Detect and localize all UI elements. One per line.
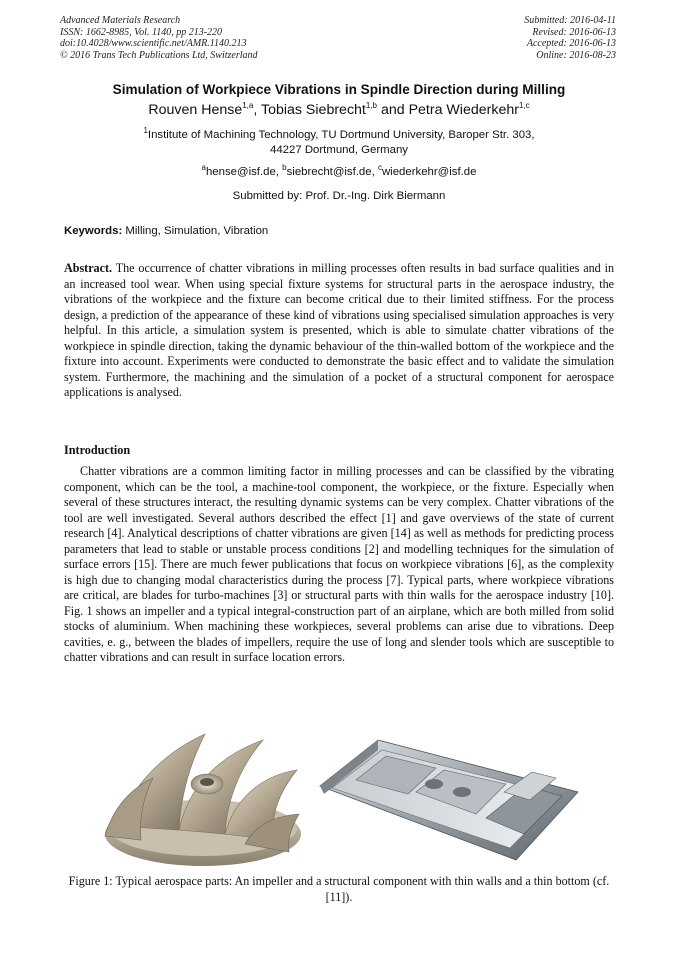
abstract-text: The occurrence of chatter vibrations in milling processes often results in bad surface qualities and in an increased tool wear. When using special fixture systems for structural parts in the aerospace industry, the vibrations of the workpiece and the fixture can become critical due to their limited stiffness. For the process design, a prediction of the appearance of these kind of vibrations using specialised simulation approaches is very helpful. In this article, a simulation system is presented, which is able to simulate chatter vibrations of the workpiece in spindle direction, taking the dynamic behaviour of the thin-walled bottom of the workpiece and the fixture into account. Experiments were conducted to demonstrate the basic effect and to validate the simulation system. Furthermore, the machining and the simulation of a pocket of a structural component for aerospace applications is analysed.	[64, 261, 614, 399]
keywords	[64, 225, 268, 237]
email-mark: a	[201, 162, 206, 172]
affiliation	[0, 125, 678, 158]
journal-copyright: © 2016 Trans Tech Publications Ltd, Switzerland	[60, 49, 258, 61]
structural-component-image	[316, 722, 586, 870]
paper-title: Simulation of Workpiece Vibrations in Spindle Direction during Milling	[112, 82, 566, 97]
figure-caption: Figure 1: Typical aerospace parts: An impeller and a structural component with thin walls and a thin bottom (cf. [11]).	[68, 874, 610, 904]
email-address[interactable]: siebrecht@isf.de	[286, 166, 372, 178]
email-separator: ,	[371, 166, 378, 178]
affiliation-line-1	[0, 125, 678, 143]
publication-dates	[524, 15, 616, 61]
date-online: Online: 2016-08-23	[536, 49, 616, 61]
email-mark: c	[377, 162, 382, 172]
abstract-label: Abstract.	[64, 261, 113, 275]
introduction-paragraph: Chatter vibrations are a common limiting factor in milling processes and can be classified by the vibrating component, which can be the tool, a machine-tool component, the workpiece, or the fixture. Especially when several of these structures interact, the resulting dynamic systems can be very complex. Chatter vibrations of the tool are well investigated. Several authors described the effect [1] and gave overviews of the state of current research [4]. Analytical descriptions of chatter vibrations are given [14] as well as methods for predicting process parameters that lead to stable or unstable process conditions [2] and modelling techniques for the simulation of surface errors [15]. There are much fewer publications that focus on workpiece vibrations [6], as the complexity is high due to changing modal characteristics during the process [7]. Typical parts, where workpiece vibrations are critical, are blades for turbo-machines [3] or structural parts with thin walls for the aerospace industry [10]. Fig. 1 shows an impeller and a typical integral-construction part of an airplane, which are both milled from solid stocks of aluminium. When machining these workpieces, several problems can arise due to vibrations. Deep cavities, e. g., between the blades of impellers, require the use of long and slender tools which are susceptible to chatter vibrations and can result in surface location errors.	[64, 464, 614, 664]
date-revised: Revised: 2016-06-13	[532, 26, 616, 38]
author-name: Tobias Siebrecht	[260, 102, 366, 118]
date-accepted: Accepted: 2016-06-13	[526, 38, 616, 49]
keywords-label: Keywords:	[64, 225, 123, 237]
author-affiliation-mark: 1,c	[518, 100, 530, 110]
journal-issn: ISSN: 1662-8985, Vol. 1140, pp 213-220	[60, 26, 223, 38]
affiliation-text: Institute of Machining Technology, TU Dortmund University, Baroper Str. 303,	[147, 129, 535, 141]
affiliation-line-2: 44227 Dortmund, Germany	[269, 144, 409, 156]
impeller-image	[95, 722, 305, 870]
email-address[interactable]: wiederkehr@isf.de	[381, 166, 477, 178]
author-affiliation-mark: 1,b	[365, 100, 377, 110]
email-separator: ,	[275, 166, 283, 178]
submitted-by: Submitted by: Prof. Dr.-Ing. Dirk Biermann	[232, 190, 446, 202]
section-heading-introduction: Introduction	[64, 443, 131, 457]
affiliation-mark: 1	[143, 125, 148, 135]
journal-name: Advanced Materials Research	[60, 15, 181, 26]
author-affiliation-mark: 1,a	[242, 100, 254, 110]
journal-info	[60, 15, 258, 61]
email-mark: b	[282, 162, 287, 172]
abstract	[64, 261, 614, 401]
keywords-text: Milling, Simulation, Vibration	[122, 225, 269, 237]
author-name: Rouven Hense	[148, 102, 243, 118]
date-submitted: Submitted: 2016-04-11	[524, 15, 616, 26]
author-name: Petra Wiederkehr	[408, 102, 519, 118]
journal-doi[interactable]: doi:10.4028/www.scientific.net/AMR.1140.213	[60, 38, 247, 49]
email-address[interactable]: hense@isf.de	[205, 166, 276, 178]
email-list	[0, 162, 678, 178]
author-separator: ,	[253, 102, 261, 118]
author-list	[0, 102, 678, 118]
author-separator: and	[377, 102, 409, 118]
